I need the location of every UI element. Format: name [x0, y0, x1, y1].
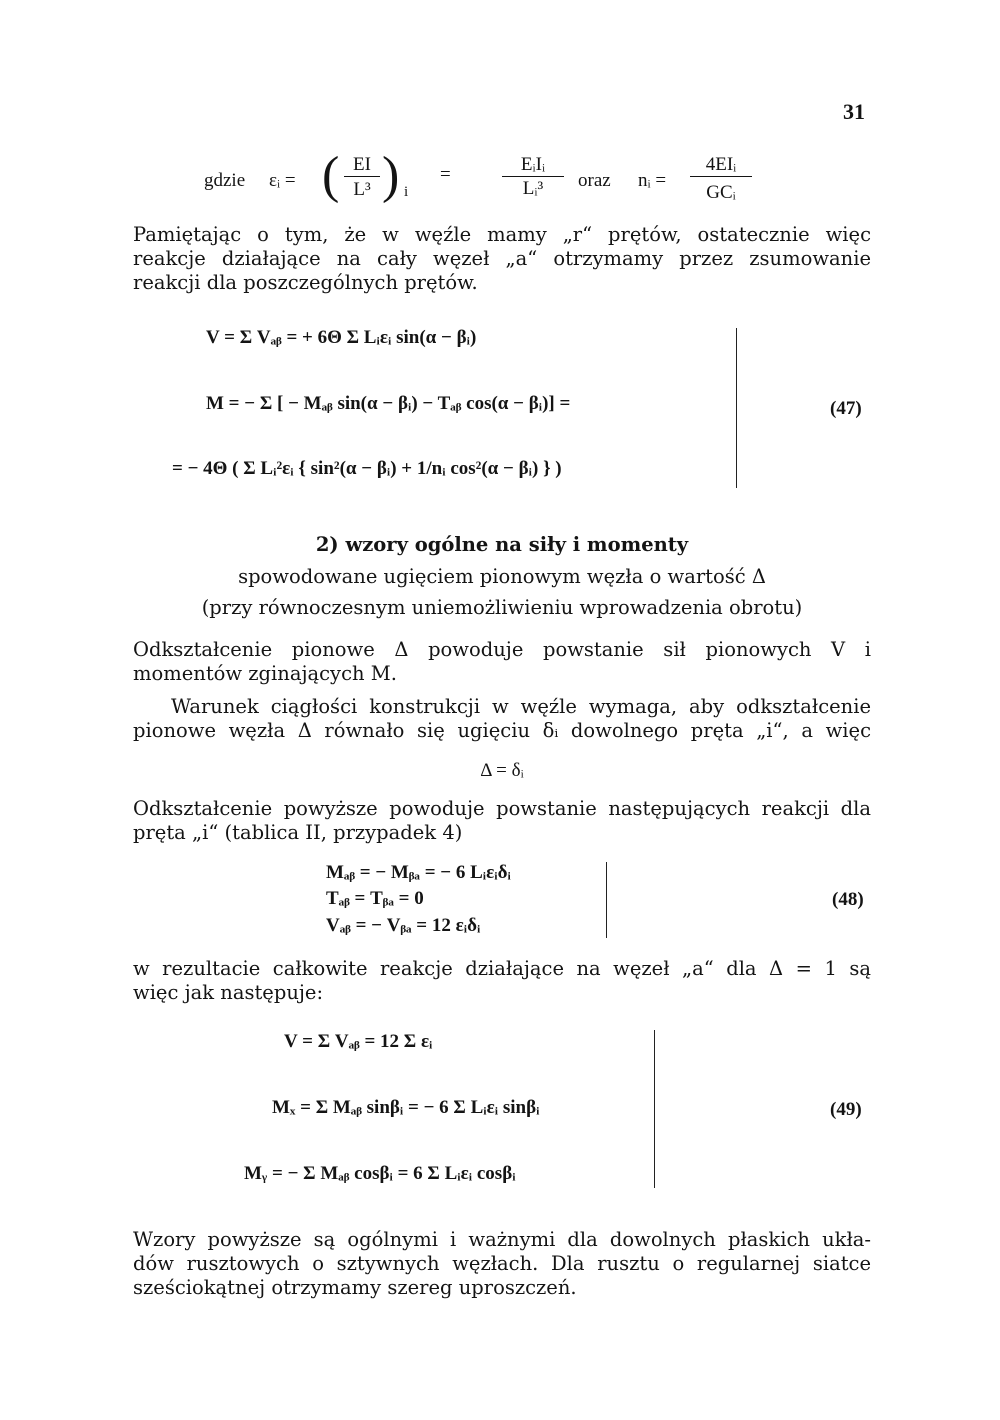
- eq47-line-3: = − 4Θ ( Σ Lᵢ²εᵢ { sin²(α − βᵢ) + 1/nᵢ cos²(α − βᵢ) } ): [172, 458, 562, 479]
- text-line: Pamiętając o tym, że w węźle mamy „r“ prętów, ostatecznie więc: [133, 223, 871, 246]
- text-line: Odkształcenie powyższe powoduje powstanie następujących reakcji dla: [133, 797, 871, 820]
- eq48-line-3: Vₐᵦ = − Vᵦₐ = 12 εᵢδᵢ: [326, 915, 481, 936]
- delta-equation: Δ = δᵢ: [480, 760, 524, 781]
- page-number: 31: [843, 99, 865, 124]
- eq47-number: (47): [830, 398, 862, 419]
- eq49-number: (49): [830, 1099, 862, 1120]
- paragraph-5: [133, 957, 871, 1005]
- text-line: więc jak następuje:: [133, 981, 324, 1004]
- oraz-word: oraz: [578, 170, 611, 191]
- paragraph-1: [133, 223, 871, 295]
- eq49-line-3: Mᵧ = − Σ Mₐᵦ cosβᵢ = 6 Σ Lᵢεᵢ cosβᵢ: [244, 1163, 516, 1184]
- frac-den-Li3: Lᵢ³: [522, 178, 544, 199]
- text-line: momentów zginających M.: [133, 662, 397, 685]
- gdzie-word: gdzie: [204, 170, 246, 191]
- frac-num-EiIi: EᵢIᵢ: [502, 154, 564, 177]
- eq49-line-2: Mₓ = Σ Mₐᵦ sinβᵢ = − 6 Σ Lᵢεᵢ sinβᵢ: [272, 1097, 540, 1118]
- section-subtitle-1: spowodowane ugięciem pionowym węzła o wartość Δ: [238, 565, 766, 588]
- text-line: dów rusztowych o sztywnych węzłach. Dla rusztu o regularnej siatce: [133, 1252, 871, 1275]
- epsilon-i: εᵢ =: [269, 170, 296, 191]
- frac-den-L3: L³: [353, 179, 371, 200]
- text-line: w rezultacie całkowite reakcje działające na węzeł „a“ dla Δ = 1 są: [133, 957, 871, 980]
- eq49-line-1: V = Σ Vₐᵦ = 12 Σ εᵢ: [284, 1031, 433, 1052]
- text-line: Wzory powyższe są ogólnymi i ważnymi dla dowolnych płaskich ukła-: [133, 1228, 871, 1251]
- eq48-brace: [606, 862, 607, 938]
- equals-sign: =: [440, 164, 451, 185]
- eq47-line-1: V = Σ Vₐᵦ = + 6Θ Σ Lᵢεᵢ sin(α − βᵢ): [206, 327, 477, 348]
- text-line: pionowe węzła Δ równało się ugięciu δᵢ dowolnego pręta „i“, a więc: [133, 719, 871, 742]
- paragraph-3: [133, 695, 871, 743]
- section-title: 2) wzory ogólne na siły i momenty: [315, 533, 689, 556]
- text-line: reakcji dla poszczególnych prętów.: [133, 271, 478, 294]
- section-subtitle-2: (przy równoczesnym uniemożliwieniu wprowadzenia obrotu): [201, 596, 803, 619]
- frac-num-EI: EI: [344, 154, 380, 177]
- eq48-line-2: Tₐᵦ = Tᵦₐ = 0: [326, 888, 424, 909]
- text-line: sześciokątnej otrzymamy szereg uproszczeń.: [133, 1276, 577, 1299]
- paren-open: (: [322, 147, 340, 204]
- paragraph-6: [133, 1228, 871, 1300]
- eq49-brace: [654, 1030, 655, 1188]
- paragraph-4: [133, 797, 871, 845]
- n-i-equals: nᵢ =: [638, 170, 667, 191]
- paren-close: ): [382, 147, 400, 204]
- text-line: reakcje działające na cały węzeł „a“ otrzymamy przez zsumowanie: [133, 247, 871, 270]
- eq48-number: (48): [832, 889, 864, 910]
- eq47-brace: [736, 328, 737, 488]
- frac-num-4EIi: 4EIᵢ: [690, 154, 752, 177]
- text-line: Odkształcenie pionowe Δ powoduje powstanie sił pionowych V i: [133, 638, 871, 661]
- eq48-line-1: Mₐᵦ = − Mᵦₐ = − 6 Lᵢεᵢδᵢ: [326, 862, 511, 883]
- text-line: Warunek ciągłości konstrukcji w węźle wymaga, aby odkształcenie: [171, 695, 871, 718]
- eq47-line-2: M = − Σ [ − Mₐᵦ sin(α − βᵢ) − Tₐᵦ cos(α − βᵢ)] =: [206, 393, 571, 414]
- paragraph-2: [133, 638, 871, 686]
- text-line: pręta „i“ (tablica II, przypadek 4): [133, 821, 463, 844]
- sub-i: i: [404, 184, 409, 200]
- frac-den-GCi: GCᵢ: [706, 182, 736, 203]
